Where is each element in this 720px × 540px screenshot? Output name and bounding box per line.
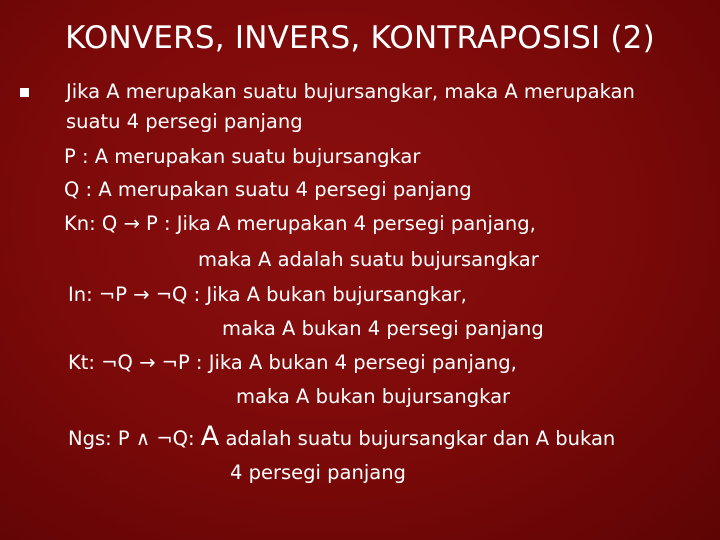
negasi-line-2: 4 persegi panjang [230,461,406,484]
invers-line-1: In: ¬P → ¬Q : Jika A bukan bujursangkar, [68,283,467,306]
kontraposisi-line-1: Kt: ¬Q → ¬P : Jika A bukan 4 persegi panjang, [68,351,517,374]
kontraposisi-line-2: maka A bukan bujursangkar [236,385,511,408]
negasi-line-1 [68,421,616,452]
statement-line-2: suatu 4 persegi panjang [66,110,303,133]
premise-q: Q : A merupakan suatu 4 persegi panjang [64,178,472,201]
statement-line-1: Jika A merupakan suatu bujursangkar, maka A merupakan [66,80,635,103]
negasi-rest: adalah suatu bujursangkar dan A bukan [219,427,616,450]
invers-line-2: maka A bukan 4 persegi panjang [222,317,544,340]
negasi-a: A [200,421,220,452]
konvers-line-2: maka A adalah suatu bujursangkar [198,248,539,271]
slide-title: KONVERS, INVERS, KONTRAPOSISI (2) [65,20,655,56]
negasi-prefix: Ngs: P ∧ ¬Q: [68,427,195,450]
bullet-square-icon [20,88,29,97]
premise-p: P : A merupakan suatu bujursangkar [64,145,421,168]
konvers-line-1: Kn: Q → P : Jika A merupakan 4 persegi panjang, [64,212,536,235]
